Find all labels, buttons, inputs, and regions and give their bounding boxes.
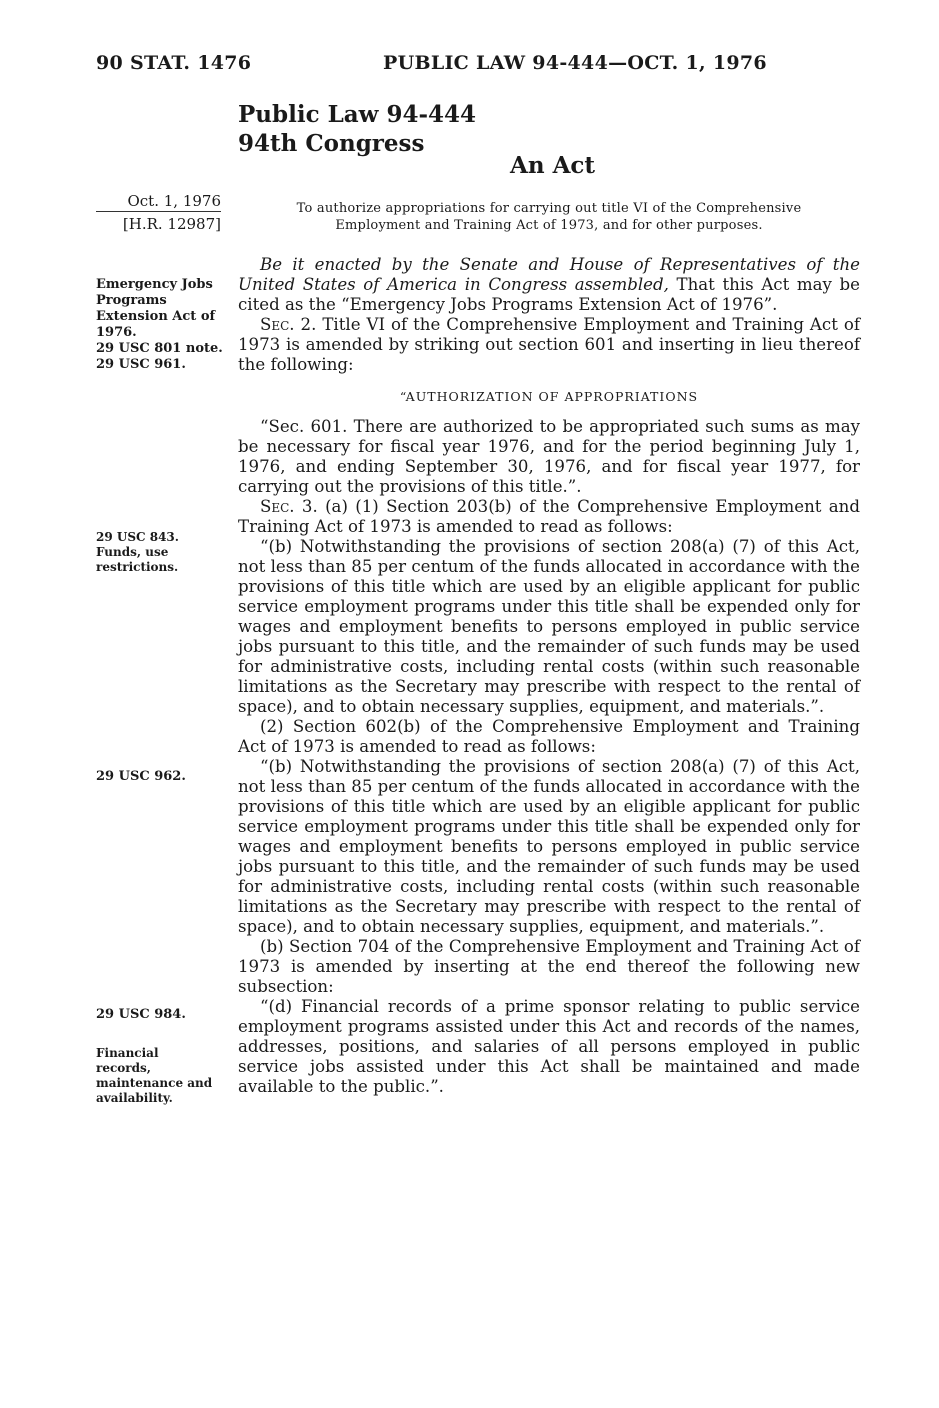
section-3-label: Sec. 3. xyxy=(260,497,318,516)
margin-line: Emergency Jobs xyxy=(96,277,213,292)
quoted-subsection-b-1: “(b) Notwithstanding the provisions of section 208(a) (7) of this Act, not less than 85 per centum of the funds allocated in accordance with the provisions of this title which are used by an eligible applicant for public service employment programs under this title shall be expended only for wages and employment benefits to persons employed in public service jobs pursuant to this title, and the remainder of such funds may be used for administrative costs, including rental costs (within such reasonable limitations as the Secretary may prescribe with respect to the rental of space), and to obtain necessary supplies, equipment, and materials.”. xyxy=(238,537,860,716)
act-body xyxy=(238,255,860,1097)
margin-line: availability. xyxy=(96,1091,173,1105)
enactment-date-text: Oct. 1, 1976 xyxy=(127,192,221,210)
section-2-label: Sec. 2. xyxy=(260,315,317,334)
margin-line: maintenance and xyxy=(96,1076,213,1090)
margin-line: Extension Act of xyxy=(96,309,216,324)
enactment-date xyxy=(96,192,221,210)
margin-line: 29 USC 801 note. xyxy=(96,341,223,356)
margin-note-short-title xyxy=(96,277,236,373)
section-601: “Sec. 601. There are authorized to be appropriated such sums as may be necessary for fiscal year 1976, and for the period beginning July 1, 1976, and ending September 30, 1976, and for fiscal year 1977, for carrying out the provisions of this title.”. xyxy=(238,417,860,496)
running-title-header: PUBLIC LAW 94-444—OCT. 1, 1976 xyxy=(383,52,767,74)
an-act-heading: An Act xyxy=(510,152,596,179)
margin-note-984: 29 USC 984. xyxy=(96,1007,186,1022)
paragraph-b: (b) Section 704 of the Comprehensive Employment and Training Act of 1973 is amended by inserting at the end thereof the following new subsection: xyxy=(238,937,860,996)
margin-line: 29 USC 961. xyxy=(96,357,186,372)
section-3-text: (a) (1) Section 203(b) of the Comprehensive Employment and Training Act of 1973 is amended to read as follows: xyxy=(238,497,860,536)
enacting-clause-rest: That this Act may be cited as the “Emergency Jobs Programs Extension Act of 1976”. xyxy=(238,275,860,314)
quoted-subsection-b-2: “(b) Notwithstanding the provisions of section 208(a) (7) of this Act, not less than 85 per centum of the funds allocated in accordance with the provisions of this title which are used by an eligible applicant for public service employment programs under this title shall be expended only for wages and employment benefits to persons employed in public service jobs pursuant to this title, and the remainder of such funds may be used for administrative costs, including rental costs (within such reasonable limitations as the Secretary may prescribe with respect to the rental of space), and to obtain necessary supplies, equipment, and materials.”. xyxy=(238,757,860,936)
margin-line: Funds, use xyxy=(96,545,169,559)
congress-number: 94th Congress xyxy=(238,130,425,157)
section-2-text: Title VI of the Comprehensive Employment and Training Act of 1973 is amended by striking out section 601 and inserting in lieu thereof the following: xyxy=(238,315,860,374)
margin-line: records, xyxy=(96,1061,151,1075)
margin-note-962: 29 USC 962. xyxy=(96,769,186,784)
margin-line: Financial xyxy=(96,1046,159,1060)
margin-note-funds xyxy=(96,530,236,575)
enacting-clause-italic: Be it enacted by the Senate and House of Representatives of the United States of America in Congress assembled, xyxy=(238,255,860,294)
public-law-number: Public Law 94-444 xyxy=(238,101,477,128)
margin-line: 29 USC 843. xyxy=(96,530,179,544)
margin-note-financial-records xyxy=(96,1046,236,1106)
act-purpose xyxy=(238,200,860,234)
enacting-clause xyxy=(238,255,860,315)
section-2 xyxy=(238,315,860,375)
page-number-header: 90 STAT. 1476 xyxy=(96,52,252,74)
section-3 xyxy=(238,497,860,537)
margin-line: Programs xyxy=(96,293,167,308)
paragraph-a2: (2) Section 602(b) of the Comprehensive Employment and Training Act of 1973 is amended to read as follows: xyxy=(238,717,860,756)
margin-line: restrictions. xyxy=(96,560,179,574)
section-heading: “AUTHORIZATION OF APPROPRIATIONS xyxy=(399,389,699,404)
purpose-line-1: To authorize appropriations for carrying out title VI of the Comprehensive xyxy=(296,201,802,216)
date-divider xyxy=(96,211,221,212)
purpose-line-2: Employment and Training Act of 1973, and for other purposes. xyxy=(335,218,763,233)
margin-line: 1976. xyxy=(96,325,137,340)
bill-number: [H.R. 12987] xyxy=(122,215,221,233)
quoted-subsection-d: “(d) Financial records of a prime sponsor relating to public service employment programs assisted under this Act and records of the names, addresses, positions, and salaries of all persons employed in public service jobs assisted under this Act shall be maintained and made available to the public.”. xyxy=(238,997,860,1096)
